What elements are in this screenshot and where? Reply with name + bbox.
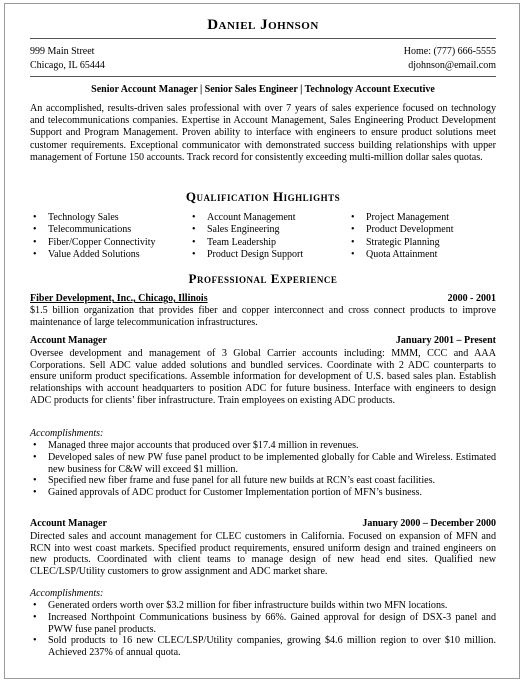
skill-item: • Technology Sales <box>30 212 156 224</box>
skill-item: • Account Management <box>189 212 303 224</box>
experience-heading: Professional Experience <box>188 271 338 286</box>
accomplishment-item: • Generated orders worth over $3.2 million for fiber infrastructure builds within two MFN locations. <box>30 600 496 612</box>
job-2-header <box>30 518 496 529</box>
skills-column-1 <box>30 212 156 261</box>
job-1-description: Oversee development and management of 3 Global Carrier accounts including: MMM, CCC and AAA Corporations. Sell ADC value added solutions and bundled services. Coordinate with 2 ADC counterparts to ensure uniform product specifications. Assemble information for development of U.S. based sales plan. Establish relationships with account headquarters to position ADC for future business. Interface with engineers to design ADC products for clients’ fiber infrastructure. Train employees on existing ADC products. <box>30 348 496 406</box>
target-titles: Senior Account Manager | Senior Sales Engineer | Technology Account Executive <box>91 84 435 95</box>
skill-item: • Sales Engineering <box>189 224 303 236</box>
job-2-title: Account Manager <box>30 518 107 529</box>
header-rule-top <box>30 38 496 39</box>
contact-block <box>404 45 496 73</box>
job-1-dates: January 2001 – Present <box>395 335 496 346</box>
job-1-accomplishments-label: Accomplishments: <box>30 428 104 439</box>
header-rule-bottom <box>30 76 496 77</box>
job-2-description: Directed sales and account management for CLEC customers in California. Focused on expansion of MFN and RCN into west coast markets. Specified product requirements, ensured uniform design and trained engineers on new products. Coordinated with client teams to manage design of new head end sites. Qualified new CLEC/LSP/Utility customers to grow assignment and ADC market share. <box>30 531 496 578</box>
skill-item: • Telecommunications <box>30 224 156 236</box>
skill-item: • Fiber/Copper Connectivity <box>30 237 156 249</box>
skills-column-3 <box>348 212 453 261</box>
company-description: $1.5 billion organization that provides fiber and copper interconnect and cross connect products to improve maintenance of large telecommunication infrastructures. <box>30 305 496 328</box>
accomplishment-item: • Managed three major accounts that produced over $17.4 million in revenues. <box>30 440 496 452</box>
accomplishment-item: • Specified new fiber frame and fuse panel for all future new builds at RCN’s east coast facilities. <box>30 475 496 487</box>
accomplishment-item: • Gained approvals of ADC product for Customer Implementation portion of MFN’s business. <box>30 487 496 499</box>
company-dates: 2000 - 2001 <box>447 293 496 304</box>
candidate-name: Daniel Johnson <box>207 17 319 33</box>
job-1-header <box>30 335 496 346</box>
skill-item: • Value Added Solutions <box>30 249 156 261</box>
street-address: 999 Main Street <box>30 46 95 57</box>
resume-page <box>4 3 520 679</box>
accomplishment-item: • Sold products to 16 new CLEC/LSP/Utility companies, growing $4.6 million region to over $10 million. Achieved 237% of annual quota. <box>30 635 496 659</box>
skill-item: • Product Design Support <box>189 249 303 261</box>
job-1-title: Account Manager <box>30 335 107 346</box>
company-name: Fiber Development, Inc., Chicago, Illinois <box>30 293 208 304</box>
home-phone: Home: (777) 666-5555 <box>403 46 496 57</box>
skill-item: • Strategic Planning <box>348 237 453 249</box>
email-address: djohnson@email.com <box>408 60 496 71</box>
qualifications-heading: Qualification Highlights <box>185 189 341 204</box>
company-row <box>30 293 496 304</box>
skill-item: • Quota Attainment <box>348 249 453 261</box>
skill-item: • Team Leadership <box>189 237 303 249</box>
accomplishment-item: • Increased Northpoint Communications business by 66%. Gained approval for design of DSX-3 panel and PWW fuse panel products. <box>30 612 496 636</box>
job-1-accomplishments <box>30 440 496 499</box>
city-state-zip: Chicago, IL 65444 <box>30 60 105 71</box>
skills-column-2 <box>189 212 303 261</box>
job-2-accomplishments-label: Accomplishments: <box>30 588 104 599</box>
accomplishment-item: • Developed sales of new PW fuse panel product to be implemented globally for Cable and Wireless. Estimated new business for C&W will exceed $1 million. <box>30 452 496 476</box>
address-block <box>30 45 105 73</box>
job-2-accomplishments <box>30 600 496 659</box>
skill-item: • Project Management <box>348 212 453 224</box>
job-2-dates: January 2000 – December 2000 <box>362 518 496 529</box>
professional-summary: An accomplished, results-driven sales professional with over 7 years of sales experience focused on technology and telecommunications companies. Expertise in Account Management, Sales Engineering Product Development Support and Program Management. Proven ability to interface with engineers to ensure product solutions meet customer requirements. Exceptional communicator with demonstrated success building relationships with upper management of Fortune 150 accounts. Track record for consistently exceeding multi-million dollar sales quotas. <box>30 103 496 163</box>
skill-item: • Product Development <box>348 224 453 236</box>
